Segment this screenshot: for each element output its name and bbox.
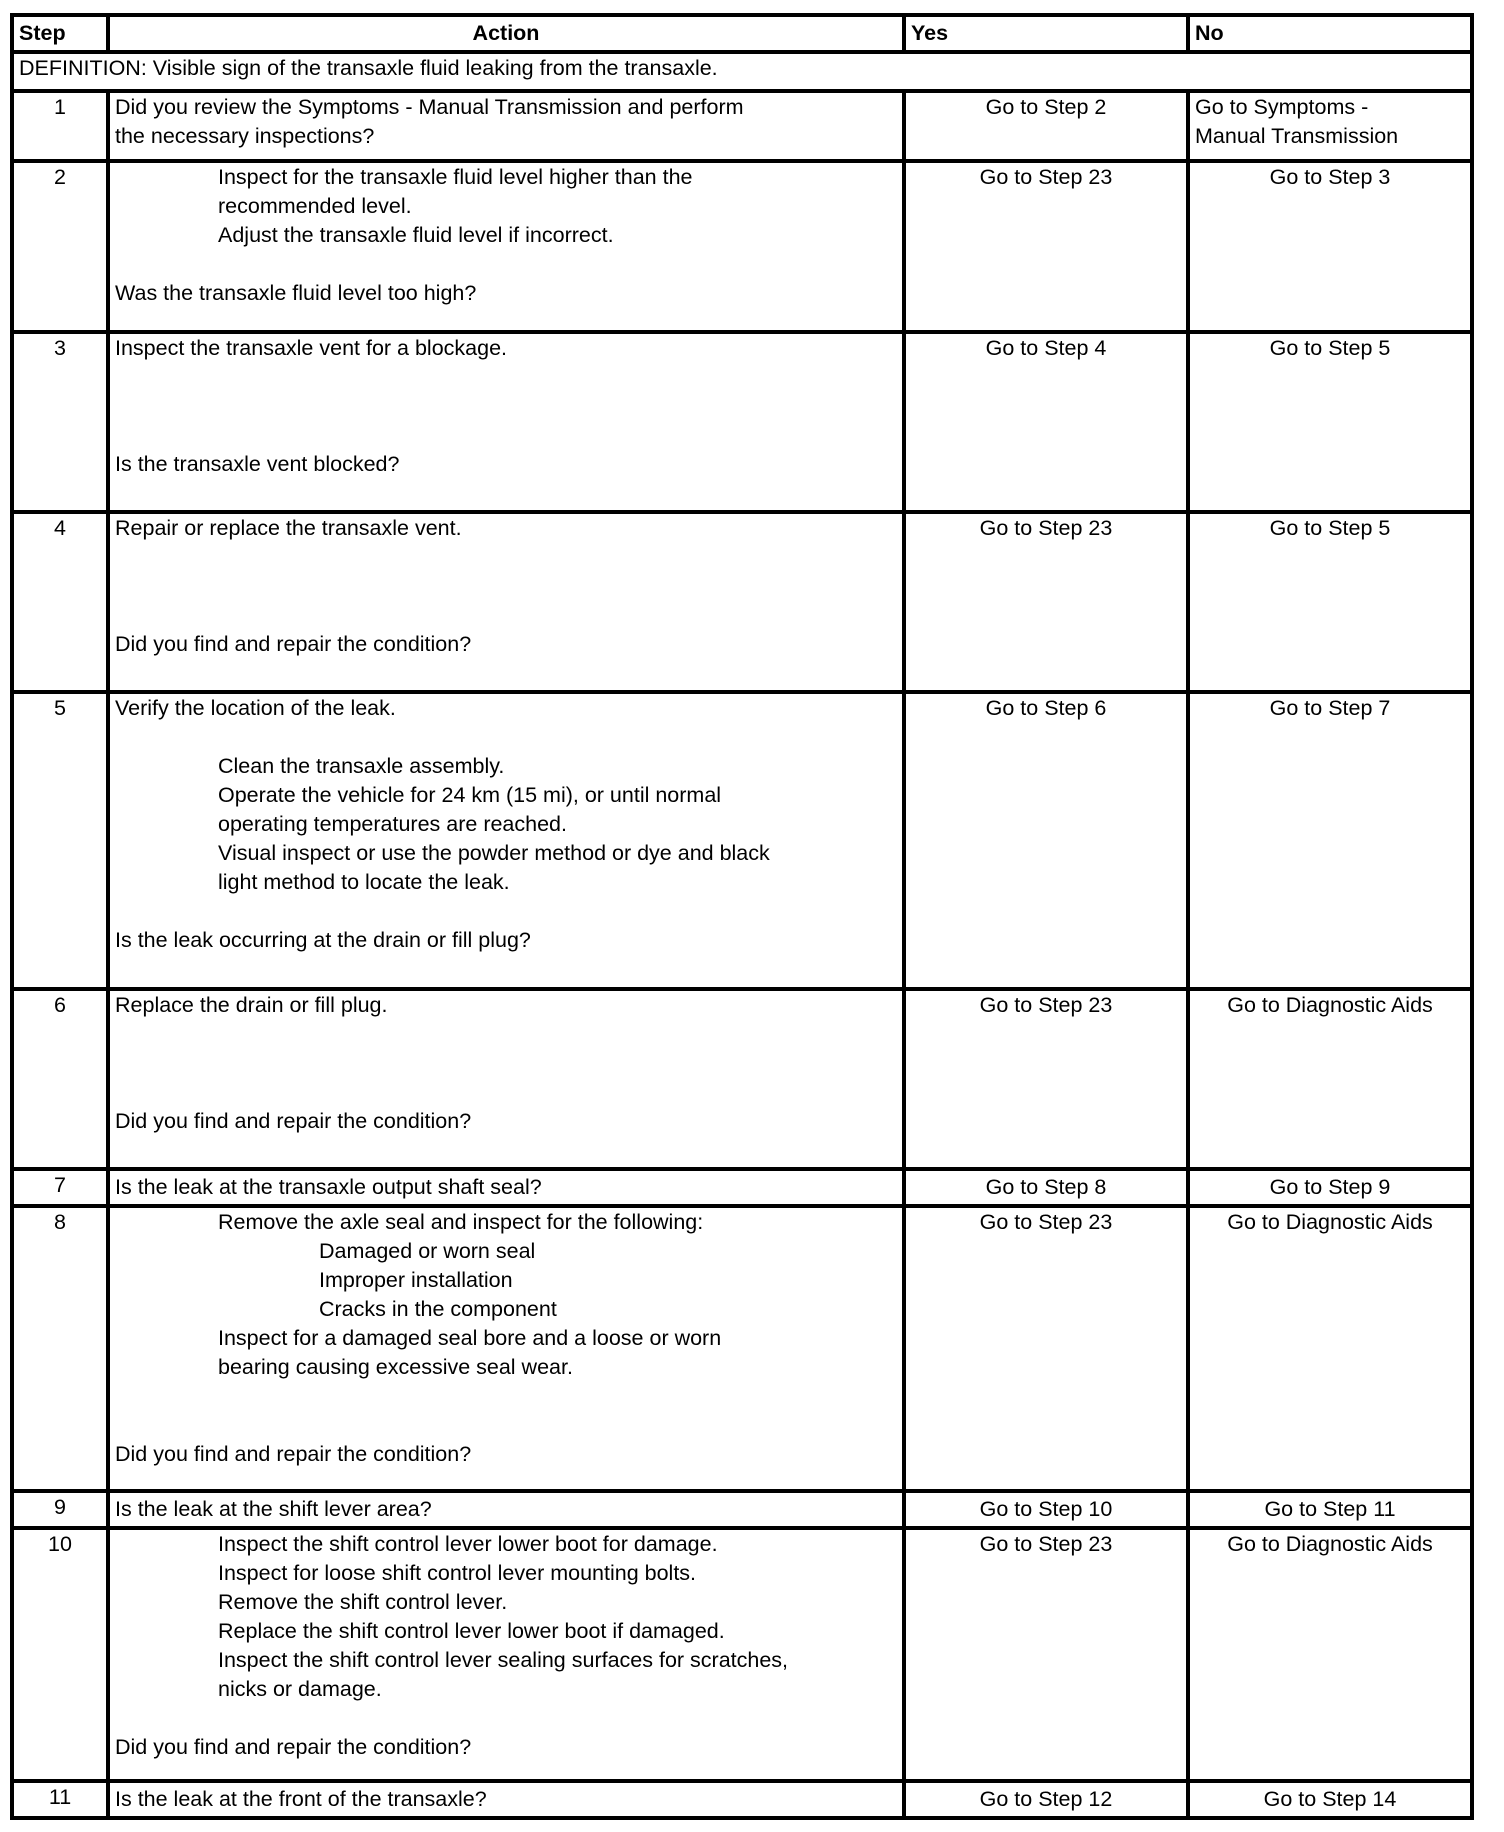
step-number: 8 (12, 1206, 108, 1491)
action-line: operating temperatures are reached. (218, 812, 567, 836)
no-cell: Go to Step 5 (1188, 512, 1472, 692)
action-line: Inspect the shift control lever sealing surfaces for scratches, (218, 1648, 789, 1672)
action-question: Is the transaxle vent blocked? (115, 452, 400, 476)
table-header-row (12, 15, 1472, 52)
no-cell: Go to Step 7 (1188, 692, 1472, 989)
action-line: Visual inspect or use the powder method or dye and black (218, 841, 770, 865)
step-number: 7 (12, 1169, 108, 1206)
no-column-header: No (1188, 15, 1472, 52)
step-number: 5 (12, 692, 108, 989)
action-line: Inspect for loose shift control lever mounting bolts. (218, 1561, 697, 1585)
action-cell (108, 692, 904, 989)
diagnostic-table (10, 13, 1474, 1820)
yes-cell: Go to Step 8 (904, 1169, 1188, 1206)
action-question: Did you find and repair the condition? (115, 1109, 472, 1133)
action-column-header: Action (108, 15, 904, 52)
no-cell: Go to Diagnostic Aids (1188, 1528, 1472, 1781)
no-cell: Go to Step 9 (1188, 1169, 1472, 1206)
action-line: Inspect the shift control lever lower boot for damage. (218, 1532, 718, 1556)
step-number: 11 (12, 1781, 108, 1818)
action-question: Did you find and repair the condition? (115, 1735, 472, 1759)
action-cell (108, 332, 904, 512)
yes-cell: Go to Step 23 (904, 512, 1188, 692)
table-row (12, 1491, 1472, 1528)
yes-cell: Go to Step 10 (904, 1491, 1188, 1528)
step-number: 4 (12, 512, 108, 692)
no-line: Manual Transmission (1195, 124, 1399, 148)
action-line: bearing causing excessive seal wear. (218, 1355, 573, 1379)
action-line: Remove the shift control lever. (218, 1590, 508, 1614)
step-number: 3 (12, 332, 108, 512)
definition-text: DEFINITION: Visible sign of the transaxle fluid leaking from the transaxle. (12, 52, 1472, 91)
yes-cell: Go to Step 23 (904, 161, 1188, 332)
action-line: Inspect for the transaxle fluid level higher than the (218, 165, 693, 189)
table-row (12, 161, 1472, 332)
action-line: Verify the location of the leak. (115, 696, 396, 720)
action-question: Did you find and repair the condition? (115, 1442, 472, 1466)
table-row (12, 91, 1472, 161)
action-line: Improper installation (319, 1268, 513, 1292)
definition-row (12, 52, 1472, 91)
table-row (12, 512, 1472, 692)
no-cell: Go to Diagnostic Aids (1188, 1206, 1472, 1491)
action-line: light method to locate the leak. (218, 870, 510, 894)
action-line: Inspect the transaxle vent for a blockage. (115, 336, 508, 360)
action-line: recommended level. (218, 194, 412, 218)
action-line: Inspect for a damaged seal bore and a loose or worn (218, 1326, 722, 1350)
step-number: 1 (12, 91, 108, 161)
action-question: Did you find and repair the condition? (115, 632, 472, 656)
action-cell (108, 1206, 904, 1491)
no-cell: Go to Step 14 (1188, 1781, 1472, 1818)
table-row (12, 1206, 1472, 1491)
step-number: 9 (12, 1491, 108, 1528)
yes-cell: Go to Step 23 (904, 1206, 1188, 1491)
action-line: Repair or replace the transaxle vent. (115, 516, 462, 540)
step-number: 2 (12, 161, 108, 332)
table-row (12, 989, 1472, 1169)
table-row (12, 1169, 1472, 1206)
yes-cell: Go to Step 23 (904, 989, 1188, 1169)
action-line: Remove the axle seal and inspect for the following: (218, 1210, 704, 1234)
action-line: Clean the transaxle assembly. (218, 754, 505, 778)
table-row (12, 1528, 1472, 1781)
action-question: Was the transaxle fluid level too high? (115, 281, 477, 305)
yes-cell: Go to Step 12 (904, 1781, 1188, 1818)
action-line: Operate the vehicle for 24 km (15 mi), or until normal (218, 783, 722, 807)
no-cell: Go to Step 5 (1188, 332, 1472, 512)
no-line: Go to Symptoms - (1195, 95, 1369, 119)
step-column-header: Step (12, 15, 108, 52)
action-line: nicks or damage. (218, 1677, 382, 1701)
no-cell: Go to Step 3 (1188, 161, 1472, 332)
step-number: 6 (12, 989, 108, 1169)
action-question: Is the leak occurring at the drain or fill plug? (115, 928, 531, 952)
yes-cell: Go to Step 2 (904, 91, 1188, 161)
yes-column-header: Yes (904, 15, 1188, 52)
action-line: the necessary inspections? (115, 124, 375, 148)
table-row (12, 332, 1472, 512)
no-cell: Go to Step 11 (1188, 1491, 1472, 1528)
table-row (12, 1781, 1472, 1818)
yes-cell: Go to Step 4 (904, 332, 1188, 512)
table-row (12, 692, 1472, 989)
action-cell (108, 989, 904, 1169)
yes-cell: Go to Step 6 (904, 692, 1188, 989)
action-line: Damaged or worn seal (319, 1239, 536, 1263)
action-question: Is the leak at the shift lever area? (108, 1491, 904, 1528)
step-number: 10 (12, 1528, 108, 1781)
action-line: Replace the shift control lever lower boot if damaged. (218, 1619, 725, 1643)
no-cell: Go to Diagnostic Aids (1188, 989, 1472, 1169)
yes-cell: Go to Step 23 (904, 1528, 1188, 1781)
action-question: Is the leak at the front of the transaxle? (108, 1781, 904, 1818)
action-cell (108, 91, 904, 161)
action-cell (108, 1528, 904, 1781)
action-line: Adjust the transaxle fluid level if incorrect. (218, 223, 614, 247)
action-line: Replace the drain or fill plug. (115, 993, 388, 1017)
action-line: Cracks in the component (319, 1297, 557, 1321)
action-question: Is the leak at the transaxle output shaft seal? (108, 1169, 904, 1206)
no-cell (1188, 91, 1472, 161)
action-line: Did you review the Symptoms - Manual Transmission and perform (115, 95, 744, 119)
action-cell (108, 161, 904, 332)
action-cell (108, 512, 904, 692)
